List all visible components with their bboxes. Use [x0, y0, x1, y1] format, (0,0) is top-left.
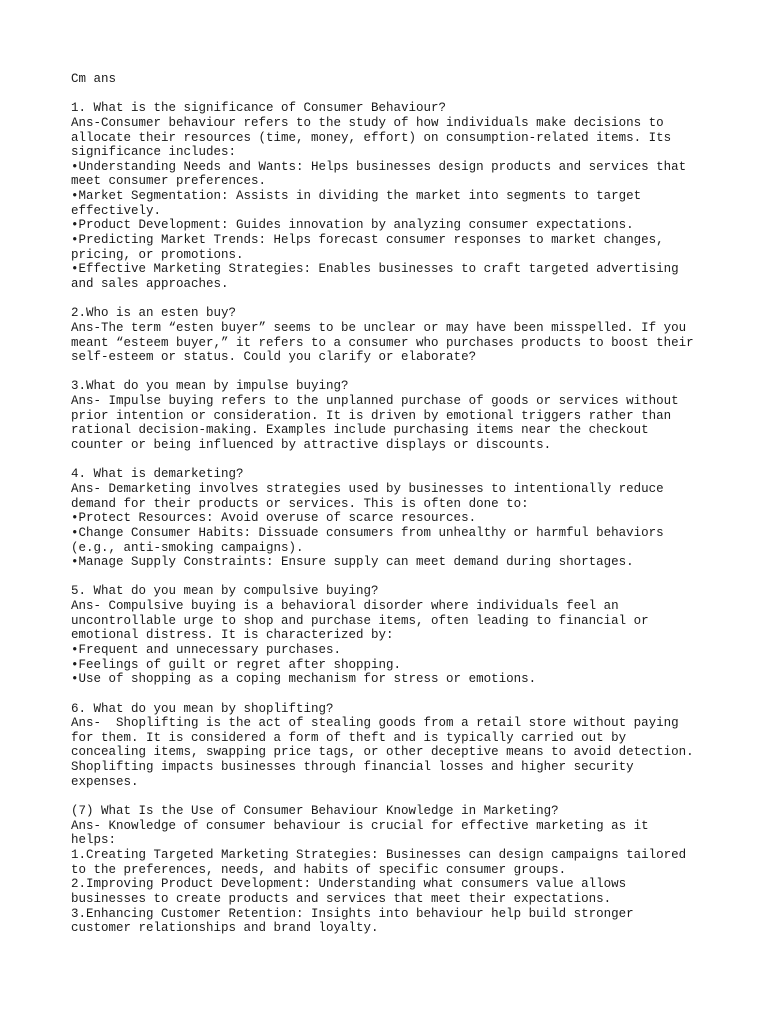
text-line: helps:	[71, 833, 117, 848]
bullet-item: •Protect Resources: Avoid overuse of scarce resources.	[71, 511, 477, 526]
bullet-item: •Market Segmentation: Assists in dividing the market into segments to target	[71, 189, 642, 204]
text-line: for them. It is considered a form of theft and is typically carried out by	[71, 730, 627, 745]
bullet-item: •Change Consumer Habits: Dissuade consumers from unhealthy or harmful behaviors	[71, 525, 664, 540]
text-line: allocate their resources (time, money, effort) on consumption-related items. Its	[71, 130, 672, 145]
text-line: self-esteem or status. Could you clarify or elaborate?	[71, 350, 477, 365]
question-heading: (7) What Is the Use of Consumer Behaviour Knowledge in Marketing?	[71, 804, 559, 819]
bullet-item: •Predicting Market Trends: Helps forecast consumer responses to market changes,	[71, 233, 664, 248]
text-line: rational decision-making. Examples include purchasing items near the checkout	[71, 423, 649, 438]
question-heading: 2.Who is an esten buy?	[71, 306, 237, 321]
text-line: uncontrollable urge to shop and purchase items, often leading to financial or	[71, 613, 649, 628]
text-line: counter or being influenced by attractive displays or discounts.	[71, 438, 552, 453]
blank-line	[71, 687, 731, 702]
question-heading: 1. What is the significance of Consumer Behaviour?	[71, 101, 447, 116]
text-line: pricing, or promotions.	[71, 247, 244, 262]
blank-line	[71, 87, 731, 102]
bullet-item: •Product Development: Guides innovation by analyzing consumer expectations.	[71, 218, 634, 233]
bullet-item: •Use of shopping as a coping mechanism for stress or emotions.	[71, 672, 537, 687]
text-line: customer relationships and brand loyalty.	[71, 921, 379, 936]
text-line: expenses.	[71, 774, 139, 789]
bullet-item: •Effective Marketing Strategies: Enables businesses to craft targeted advertising	[71, 262, 679, 277]
blank-line	[71, 453, 731, 468]
blank-line	[71, 365, 731, 380]
text-line: concealing items, swapping price tags, or other deceptive means to avoid detection.	[71, 745, 694, 760]
text-line: prior intention or consideration. It is driven by emotional triggers rather than	[71, 408, 672, 423]
document-title: Cm ans	[71, 72, 117, 86]
blank-line	[71, 292, 731, 307]
question-heading: 3.What do you mean by impulse buying?	[71, 379, 349, 394]
text-line: emotional distress. It is characterized by:	[71, 628, 394, 643]
bullet-item: •Feelings of guilt or regret after shopping.	[71, 657, 402, 672]
text-line: meet consumer preferences.	[71, 174, 267, 189]
blank-line	[71, 570, 731, 585]
bullet-item: •Manage Supply Constraints: Ensure supply can meet demand during shortages.	[71, 555, 634, 570]
bullet-item: •Understanding Needs and Wants: Helps businesses design products and services that	[71, 159, 687, 174]
text-line: businesses to create products and services that meet their expectations.	[71, 891, 612, 906]
answer-text: Ans- Compulsive buying is a behavioral disorder where individuals feel an	[71, 599, 619, 614]
text-line: 3.Enhancing Customer Retention: Insights into behaviour help build stronger	[71, 906, 634, 921]
question-heading: 6. What do you mean by shoplifting?	[71, 701, 334, 716]
document-page	[71, 72, 731, 936]
text-line: meant “esteem buyer,” it refers to a consumer who purchases products to boost their	[71, 335, 694, 350]
text-line: 1.Creating Targeted Marketing Strategies: Businesses can design campaigns tailored	[71, 847, 687, 862]
text-line: effectively.	[71, 203, 162, 218]
answer-text: Ans- Shoplifting is the act of stealing goods from a retail store without paying	[71, 716, 679, 731]
answer-text: Ans- Demarketing involves strategies used by businesses to intentionally reduce	[71, 481, 664, 496]
answer-text: Ans- Impulse buying refers to the unplanned purchase of goods or services without	[71, 394, 679, 409]
text-line: Shoplifting impacts businesses through financial losses and higher security	[71, 760, 634, 775]
answer-text: Ans-Consumer behaviour refers to the study of how individuals make decisions to	[71, 115, 664, 130]
text-line: demand for their products or services. This is often done to:	[71, 496, 529, 511]
question-heading: 4. What is demarketing?	[71, 467, 244, 482]
answer-text: Ans- Knowledge of consumer behaviour is crucial for effective marketing as it	[71, 818, 649, 833]
blank-line	[71, 789, 731, 804]
text-line: and sales approaches.	[71, 276, 229, 291]
question-heading: 5. What do you mean by compulsive buying?	[71, 584, 379, 599]
text-line: 2.Improving Product Development: Understanding what consumers value allows	[71, 877, 627, 892]
text-line: significance includes:	[71, 145, 237, 160]
answer-text: Ans-The term “esten buyer” seems to be unclear or may have been misspelled. If you	[71, 320, 687, 335]
bullet-item: •Frequent and unnecessary purchases.	[71, 642, 342, 657]
text-line: to the preferences, needs, and habits of specific consumer groups.	[71, 862, 567, 877]
text-line: (e.g., anti-smoking campaigns).	[71, 540, 304, 555]
